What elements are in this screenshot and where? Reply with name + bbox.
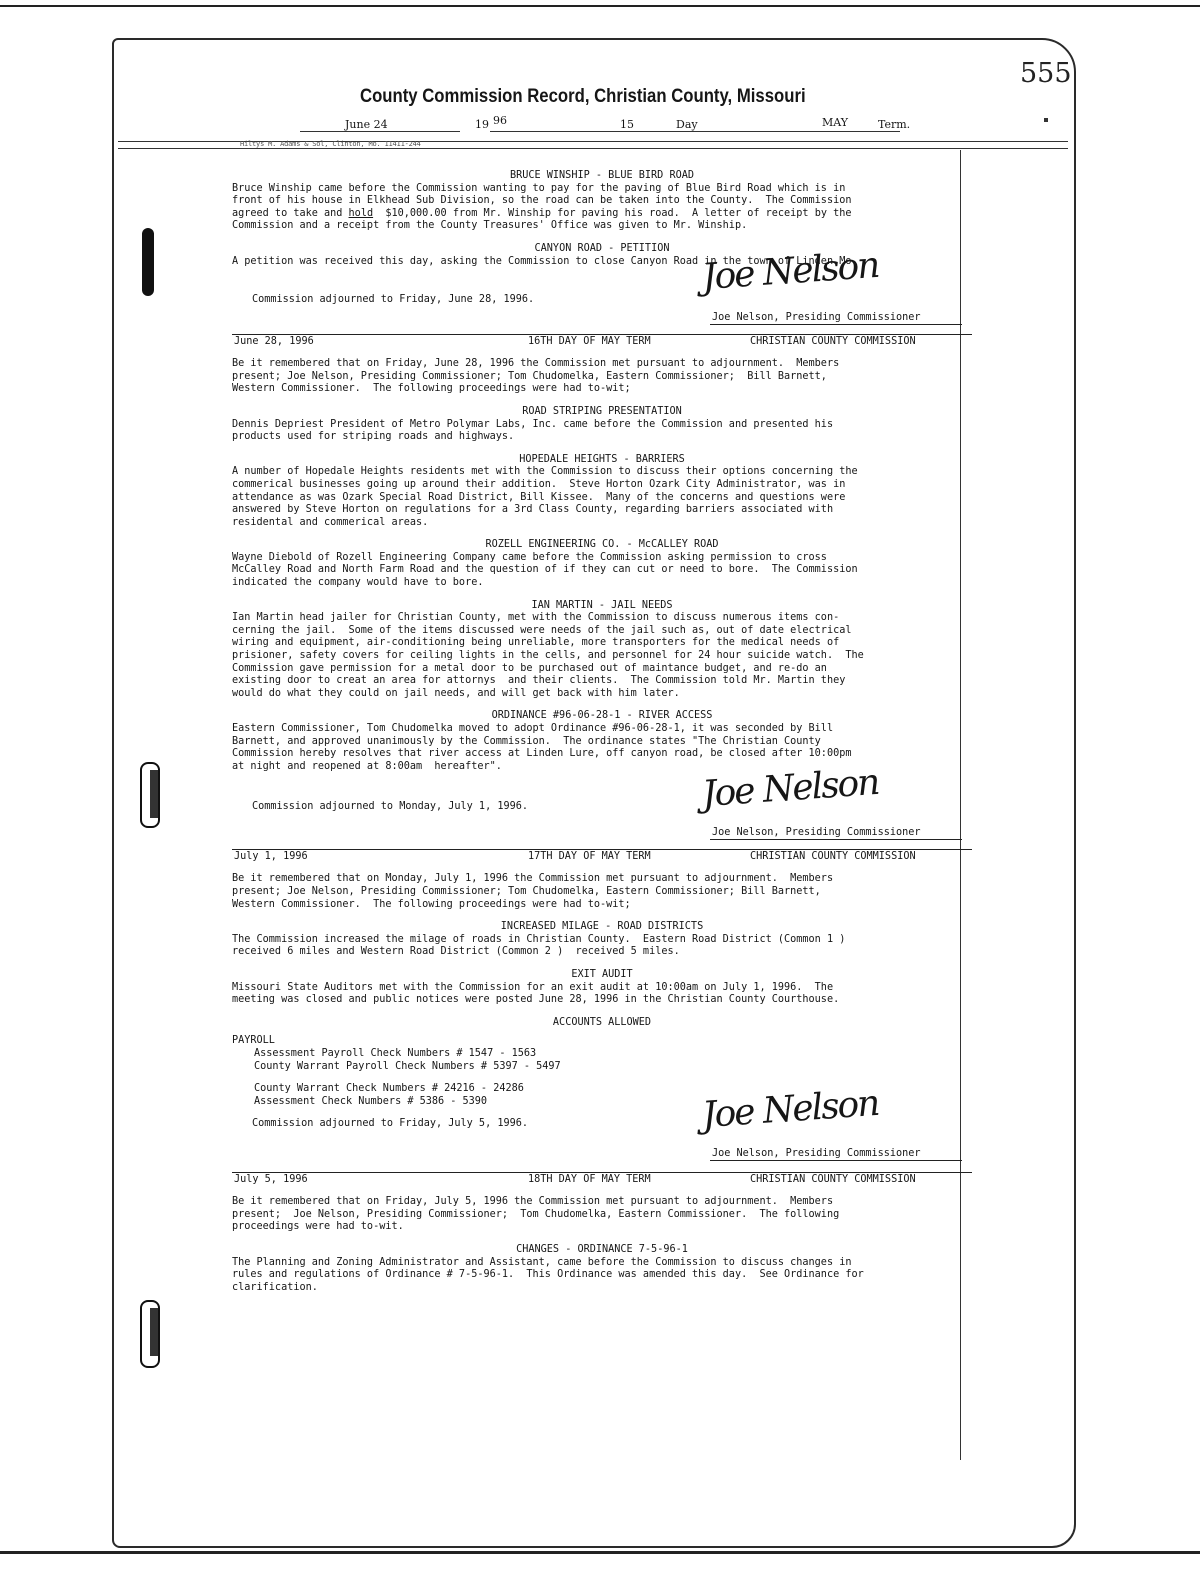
signer-name: Joe Nelson, Presiding Commissioner (712, 827, 921, 839)
day-term: 17TH DAY OF MAY TERM (528, 851, 651, 863)
signature-rule (710, 324, 962, 325)
signature: Joe Nelson (700, 1083, 880, 1137)
day-term: 18TH DAY OF MAY TERM (528, 1174, 651, 1186)
day-header (232, 1172, 972, 1188)
day-date: June 28, 1996 (234, 336, 314, 348)
entry-text: Dennis Depriest President of Metro Polymar Labs, Inc. came before the Commission and presented his products used for striping roads and highways. (232, 418, 834, 443)
account-line: County Warrant Payroll Check Numbers # 5397 - 5497 (254, 1060, 561, 1072)
entry-heading: ROZELL ENGINEERING CO. - McCALLEY ROAD (485, 539, 719, 551)
entry-text: Wayne Diebold of Rozell Engineering Company came before the Commission asking permission to cross McCalley Road and North Farm Road and the question of if they can cut or need to bore. The Commission indicated the company would have to bore. (232, 551, 858, 589)
entry-text: A number of Hopedale Heights residents met with the Commission to discuss their options concerning the commerical businesses going up around their addition. Steve Horton Ozark City Administrator, was in attendance as was Ozark Special Road District, Bill Kissee. Many of the concerns and questions were answered by Steve Horton on regulations for a 3rd Class County, regarding barriers associated with residental and commerical areas. (232, 466, 858, 528)
day-commission: CHRISTIAN COUNTY COMMISSION (750, 851, 916, 863)
header-rule (118, 148, 1068, 149)
header-year-suffix: 96 (493, 114, 507, 127)
entry-text: Missouri State Auditors met with the Commission for an exit audit at 10:00am on July 1, 1996. The meeting was closed and public notices were posted June 28, 1996 in the Christian County Courthouse. (232, 981, 840, 1006)
entry-text: A petition was received this day, asking the Commission to close Canyon Road in the town of Linden,Mo (232, 255, 852, 267)
header-term-month: MAY (822, 116, 849, 129)
entry-heading: EXIT AUDIT (571, 968, 633, 980)
entry-text: The Commission increased the milage of roads in Christian County. Eastern Road District (Common 1 ) received 6 miles and Western Road District (Common 2 ) received 5 miles. (232, 933, 846, 958)
account-line: Assessment Payroll Check Numbers # 1547 - 1563 (254, 1047, 537, 1059)
entry-text: Be it remembered that on Friday, July 5, 1996 the Commission met pursuant to adjournment. Members present; Joe Nelson, Presiding Commissioner; Tom Chudomelka, Eastern Commissioner. The following proceedings were had to-wit. (232, 1196, 840, 1233)
record-content (232, 170, 972, 1294)
scan-mark (150, 770, 158, 818)
header-day-label: Day (676, 118, 698, 131)
scan-top-line (0, 5, 1200, 7)
entry-text: Be it remembered that on Friday, June 28, 1996 the Commission met pursuant to adjournment. Members present; Joe Nelson, Presiding Commissioner; Tom Chudomelka, Eastern Commissioner; Bill Barnett, Western Commissioner. The following proceedings were had to-wit; (232, 358, 840, 395)
entry-text: Bruce Winship came before the Commission wanting to pay for the paving of Blue Bird Road which is in front of his house in Elkhead Sub Division, so the road can be taken into the County. The Commission agreed to take and hold $10,000.00 from Mr. Winship for paving his road. A letter of receipt by the Commission and a receipt from the County Treasures' Office was given to Mr. Winship. (232, 182, 852, 232)
scan-bottom-line (0, 1551, 1200, 1554)
entry-heading: BRUCE WINSHIP - BLUE BIRD ROAD (509, 170, 694, 181)
day-commission: CHRISTIAN COUNTY COMMISSION (750, 336, 916, 348)
day-commission: CHRISTIAN COUNTY COMMISSION (750, 1174, 916, 1186)
day-header (232, 849, 972, 865)
signature-rule (710, 839, 962, 840)
day-date: July 5, 1996 (234, 1174, 308, 1186)
entry-heading: ROAD STRIPING PRESENTATION (522, 405, 682, 417)
day-header (232, 334, 972, 350)
header-date: June 24 (345, 118, 388, 131)
underlined-word: hold (348, 207, 374, 219)
header-year-prefix: 19 (475, 118, 489, 131)
entry-text: Be it remembered that on Monday, July 1, 1996 the Commission met pursuant to adjournment. Members present; Joe Nelson, Presiding Commissioner; Tom Chudomelka, Eastern Commissioner; Bill Barnett, Western Commissioner. The following proceedings were had to-wit; (232, 873, 834, 910)
entry-heading: HOPEDALE HEIGHTS - BARRIERS (519, 453, 685, 465)
year-rule (490, 131, 610, 132)
entry-text: The Planning and Zoning Administrator and Assistant, came before the Commission to discuss changes in rules and regulations of Ordinance # 7-5-96-1. This Ordinance was amended this day. See Ordinance for clarification. (232, 1256, 864, 1293)
account-line: Assessment Check Numbers # 5386 - 5390 (254, 1095, 488, 1107)
signature: Joe Nelson (700, 245, 880, 299)
adjournment-block (232, 762, 972, 847)
day-rule (600, 131, 900, 132)
scan-mark (150, 1308, 158, 1356)
adjournment-text: Commission adjourned to Friday, June 28, 1996. (252, 294, 535, 306)
record-title: County Commission Record, Christian County, Missouri (360, 86, 806, 107)
entry-text: Eastern Commissioner, Tom Chudomelka moved to adopt Ordinance #96-06-28-1, it was seconded by Bill Barnett, and approved unanimously by the Commission. The ordinance states "The Christian County Commission hereby resolves that river access at Linden Lure, off canyon road, be closed after 10:00pm at night and reopened at 8:00am hereafter". (232, 723, 852, 772)
header-term-label: Term. (878, 118, 911, 131)
entry-heading: ORDINANCE #96-06-28-1 - RIVER ACCESS (491, 710, 713, 722)
printer-imprint: Hiltys M. Adams & Sol, Clinton, Mo. 11411-244 (240, 140, 421, 148)
signer-name: Joe Nelson, Presiding Commissioner (712, 1148, 921, 1160)
adjournment-text: Commission adjourned to Monday, July 1, 1996. (252, 801, 529, 813)
binder-hole-top (142, 228, 154, 296)
date-rule (300, 131, 460, 132)
signature: Joe Nelson (700, 762, 880, 816)
scan-mark (1044, 118, 1048, 122)
entry-heading: CHANGES - ORDINANCE 7-5-96-1 (516, 1244, 688, 1256)
adjournment-text: Commission adjourned to Friday, July 5, 1996. (252, 1118, 529, 1130)
day-term: 16TH DAY OF MAY TERM (528, 336, 651, 348)
page-number: 555 (1020, 58, 1072, 89)
signer-name: Joe Nelson, Presiding Commissioner (712, 312, 921, 324)
entry-heading: CANYON ROAD - PETITION (534, 242, 670, 254)
entry-heading: INCREASED MILAGE - ROAD DISTRICTS (500, 921, 704, 933)
entry-heading: IAN MARTIN - JAIL NEEDS (531, 599, 673, 611)
signature-rule (710, 1160, 962, 1161)
account-line: County Warrant Check Numbers # 24216 - 24286 (254, 1083, 524, 1095)
entry-text: Ian Martin head jailer for Christian County, met with the Commission to discuss numerous items con- cerning the jail. Some of the items discussed were needs of the jail such as, out of date electrical wiring and equipment, air-conditioning being unreliable, more transporters for the medical needs of prisioner, safety covers for ceiling lights in the cells, and personnel for 24 hour suicide watch. The Commission gave permission for a metal door to be purchased out of maintance budget, and re-do an existing door to creat an area for attornys and their clients. The Commission told Mr. Martin they would do what they could on jail needs, and will get back with him later. (232, 612, 864, 699)
day-date: July 1, 1996 (234, 851, 308, 863)
header-day-number: 15 (620, 118, 634, 131)
payroll-label: PAYROLL (232, 1035, 275, 1047)
entry-heading: ACCOUNTS ALLOWED (552, 1016, 652, 1028)
